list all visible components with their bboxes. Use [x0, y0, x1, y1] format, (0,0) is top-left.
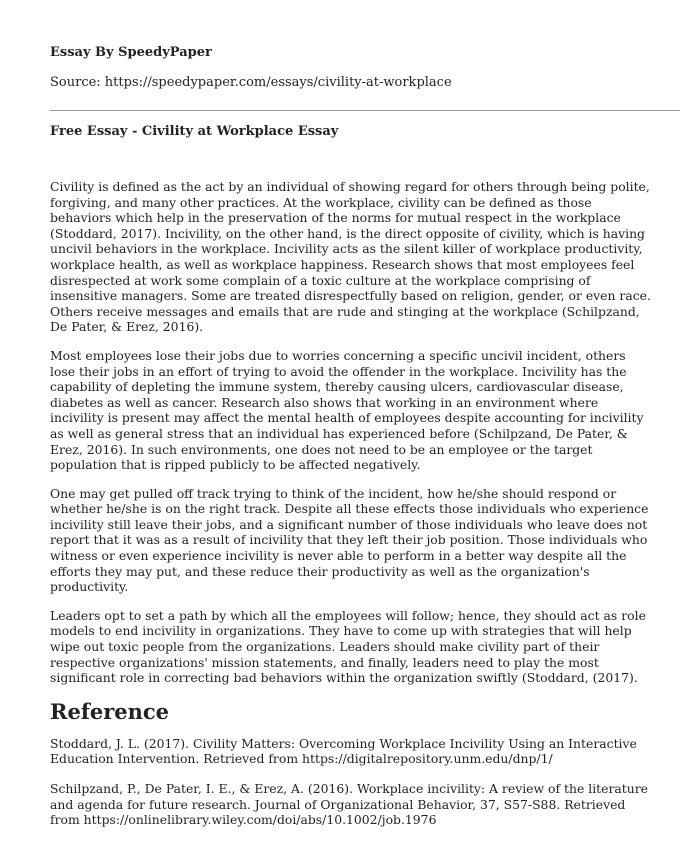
reference-heading: Reference — [50, 698, 170, 724]
source-line: Source: https://speedypaper.com/essays/civility-at-workplace — [50, 75, 452, 90]
essay-paragraph-4: Leaders opt to set a path by which all the employees will follow; hence, they should act as role models to end incivility in organizations. They have to come up with strategies that will help wipe out toxic people from the organizations. Leaders should make civility part of their respective organizations' mission statements, and finally, leaders need to play the most significant role in correcting bad behaviors within the organization swiftly (Stoddard, (2017). — [50, 607, 646, 686]
essay-title: Free Essay - Civility at Workplace Essay — [50, 124, 339, 139]
essay-paragraph-1: Civility is defined as the act by an individual of showing regard for others through being polite, forgiving, and many other practices. At the workplace, civility can be defined as those behaviors which help in the preservation of the norms for mutual respect in the workplace (Stoddard, 2017). Incivility, on the other hand, is the direct opposite of civility, which is having uncivil behaviors in the workplace. Incivility acts as the silent killer of workplace productivity, workplace health, as well as workplace happiness. Research shows that most employees feel disrespected at work some complain of a toxic culture at the workplace comprising of insensitive managers. Some are treated disrespectfully based on religion, gender, or even race. Others receive messages and emails that are rude and stinging at the workplace (Schilpzand, De Pater, & Erez, 2016). — [50, 179, 651, 335]
essay-paragraph-3: One may get pulled off track trying to think of the incident, how he/she should respond or whether he/she is on the right track. Despite all these effects those individuals who experience incivility still leave their jobs, and a significant number of those individuals who leave does not report that it was as a result of incivility that they left their job position. Those individuals who witness or even experience incivility is never able to perform in a better way despite all the efforts they may put, and these reduce their productivity as well as the organization's productivity. — [50, 485, 649, 595]
reference-item-2: Schilpzand, P., De Pater, I. E., & Erez, A. (2016). Workplace incivility: A review of the literature and agenda for future research. Journal of Organizational Behavior, 37, S57-S88. Retrieved from https://onlinelibrary.wiley.com/doi/abs/10.1002/job.1976 — [50, 781, 649, 828]
header-divider — [50, 110, 680, 111]
reference-item-1: Stoddard, J. L. (2017). Civility Matters: Overcoming Workplace Incivility Using an Interactive Education Intervention. Retrieved from https://digitalrepository.unm.edu/dnp/1/ — [50, 735, 637, 767]
essay-paragraph-2: Most employees lose their jobs due to worries concerning a specific uncivil incident, others lose their jobs in an effort of trying to avoid the offender in the workplace. Incivility has the capability of depleting the immune system, thereby causing ulcers, cardiovascular disease, diabetes as well as cancer. Research also shows that working in an environment where incivility is present may affect the mental health of employees despite accounting for incivility as well as general stress that an individual has experienced before (Schilpzand, De Pater, & Erez, 2016). In such environments, one does not need to be an employee or the target population that is ripped publicly to be affected negatively. — [50, 347, 644, 473]
header-title: Essay By SpeedyPaper — [50, 45, 212, 60]
